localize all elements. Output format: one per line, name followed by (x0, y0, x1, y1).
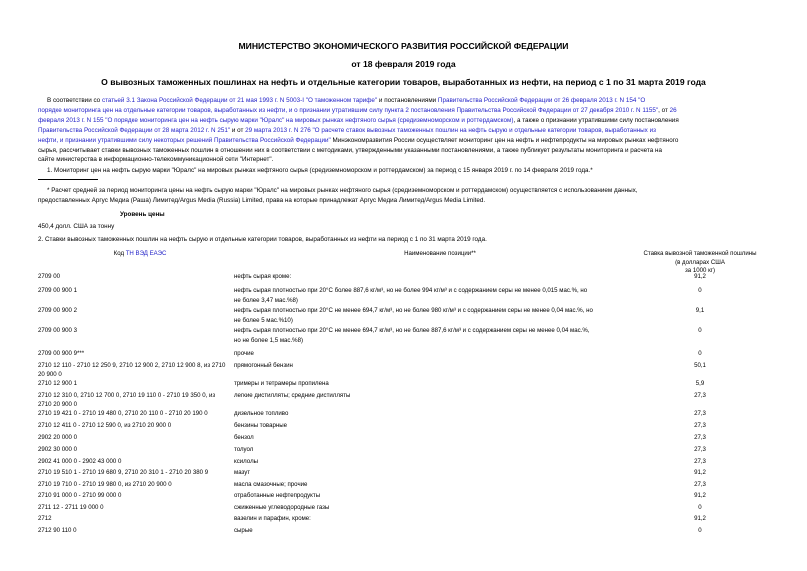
tn-ved-code: 2709 00 900 1 (38, 287, 77, 294)
table-row (0, 527, 807, 545)
tn-ved-code: 2710 12 310 0, 2710 12 700 0, 2710 19 110 0 - 2710 19 350 0, из 2710 20 900 0 (38, 392, 216, 408)
table-row (0, 327, 807, 345)
position-name-line: мазут (234, 469, 251, 476)
duty-rate: 0 (698, 350, 702, 357)
intro-line (47, 96, 645, 105)
intro-law-link[interactable]: Правительства Российской Федерации от 26 февраля 2013 г. N 154 "О (437, 97, 646, 104)
tn-ved-code: 2902 20 000 0 (38, 434, 77, 441)
rate-header-line2: (в долларах США (675, 258, 725, 266)
position-name-line: не более 5 мас.%10) (234, 317, 293, 325)
table-row (0, 392, 807, 410)
position-name (234, 410, 634, 419)
position-name-line: дизельное топливо (234, 410, 289, 417)
tn-ved-link[interactable]: ТН ВЭД ЕАЭС (125, 250, 167, 257)
intro-law-link[interactable]: нефти, и признании утратившими силу некоторых решений Правительства Российской Федерации" (38, 137, 331, 144)
intro-line (38, 126, 656, 135)
position-name-line: прочие (234, 350, 254, 357)
position-name (234, 527, 634, 536)
position-name (234, 287, 634, 306)
table-row (0, 362, 807, 380)
tn-ved-code: 2711 12 - 2711 19 000 0 (38, 504, 104, 511)
position-name (234, 469, 634, 478)
duty-rate: 27,3 (694, 434, 706, 441)
position-name-line: нефть сырая плотностью при 20°С более 887,6 кг/м³, но не более 994 кг/м³ и с содержанием серы не менее 0,015 мас.%, но (234, 287, 588, 294)
duty-rate: 91,2 (694, 273, 706, 280)
footnote-divider (38, 179, 98, 180)
intro-line (38, 116, 679, 125)
price-level-label: Уровень цены (120, 211, 165, 218)
price-level-value: 450,4 долл. США за тонну (38, 223, 115, 230)
duty-rate: 5,9 (695, 380, 705, 387)
tn-ved-code: 2710 19 510 1 - 2710 19 680 9, 2710 20 310 1 - 2710 20 380 9 (38, 469, 209, 476)
position-name (234, 515, 634, 524)
duty-rate: 27,3 (694, 392, 706, 399)
position-name-line: нефть сырая плотностью при 20°С не менее 694,7 кг/м³, но не более 887,6 кг/м³ и с содержанием серы не менее 0,04 мас.%, (234, 327, 590, 334)
position-name-line: нефть сырая кроме: (234, 273, 292, 280)
position-name-line: сырые (234, 527, 253, 534)
position-name-line: но не более 1,5 мас.%8) (234, 337, 303, 345)
code-header-prefix: Код (113, 250, 126, 257)
tn-ved-code: 2712 (38, 515, 52, 522)
footnote-line2: предоставленных Аргус Медиа (Раша) Лимитед/Argus Media (Russia) Limited, права на которые принадлежат Аргус Медиа Лимитед/Argus Media Limited. (38, 197, 486, 204)
tn-ved-code: 2710 12 900 1 (38, 380, 77, 387)
intro-line (38, 106, 677, 115)
tn-ved-code: 2902 41 000 0 - 2902 43 000 0 (38, 458, 122, 465)
intro-law-link[interactable]: февраля 2013 г. N 155 "О порядке мониторинга цен на нефть сырую марки "Юралс" на мировых рынках нефтяного сырья (средиземноморском и роттердамском) (38, 117, 514, 124)
intro-law-link[interactable]: порядке мониторинга цен на отдельные категории товаров, выработанных из нефти, и о признании утратившим силу пункта 2 постановления Правительства Российской Федерации от 27 декабря 2010 г. N 1155" (38, 107, 659, 114)
tn-ved-code: 2710 12 110 - 2710 12 250 9, 2710 12 900 2, 2710 12 900 8, из 2710 20 900 0 (38, 362, 226, 378)
position-name-line: сжиженные углеводородные газы (234, 504, 330, 511)
intro-text: В соответствии со (47, 97, 102, 104)
position-name (234, 392, 634, 401)
tn-ved-code: 2902 30 000 0 (38, 446, 77, 453)
item1-text: 1. Мониторинг цен на нефть сырую марки "Юралс" на мировых рынках нефтяного сырья (средиземноморском и роттердамском) за период с 15 января 2019 г. по 14 февраля 2019 года.* (47, 167, 593, 174)
tn-ved-code: 2709 00 900 9*** (38, 350, 85, 357)
intro-line (38, 155, 273, 164)
position-name (234, 362, 634, 371)
intro-text: сайте министерства в информационно-телекоммуникационной сети "Интернет". (38, 156, 274, 163)
position-name-line: тримеры и тетрамеры пропилена (234, 380, 329, 387)
intro-law-link[interactable]: 26 (669, 107, 677, 114)
position-name (234, 458, 634, 467)
position-name (234, 481, 634, 490)
tn-ved-code: 2710 12 411 0 - 2710 12 590 0, из 2710 20 900 0 (38, 422, 172, 429)
tn-ved-code: 2710 91 000 0 - 2710 99 000 0 (38, 492, 122, 499)
footnote-line1: * Расчет средней за период мониторинга цены на нефть сырую марки "Юралс" на мировых рынках нефтяного сырья (средиземноморском и роттердамском) осуществляется с использованием данных, (47, 187, 638, 194)
item2-text: 2. Ставки вывозных таможенных пошлин на нефть сырую и отдельные категории товаров, выработанных из нефти на период с 1 по 31 марта 2019 года. (38, 236, 487, 243)
position-name (234, 446, 634, 455)
rate-header-line3: за 1000 кг) (684, 267, 716, 275)
intro-text: и постановлениями (377, 97, 438, 104)
intro-text: , от (658, 107, 670, 114)
tn-ved-code: 2709 00 (38, 273, 61, 280)
duty-rate: 27,3 (694, 410, 706, 417)
duty-rate: 27,3 (694, 481, 706, 488)
position-name (234, 504, 634, 513)
rate-header-line1: Ставка вывозной таможенной пошлины (643, 250, 757, 257)
position-name (234, 434, 634, 443)
tn-ved-code: 2709 00 900 3 (38, 327, 77, 334)
position-name (234, 350, 634, 359)
position-name-line: отработанные нефтепродукты (234, 492, 321, 499)
position-name-line: вазелин и парафин, кроме: (234, 515, 311, 522)
duty-rate: 0 (698, 527, 702, 534)
intro-text: Минэкономразвития России осуществляет мониторинг цен на нефть и нефтепродукты на мировых рынках нефтяного (330, 137, 679, 144)
position-name-line: бензол (234, 434, 254, 441)
document-date: от 18 февраля 2019 года (351, 59, 456, 69)
col-header-rate (640, 250, 760, 276)
duty-rate: 9,1 (695, 307, 705, 314)
duty-rate: 27,3 (694, 422, 706, 429)
tn-ved-code: 2712 90 110 0 (38, 527, 77, 534)
duty-rate: 0 (698, 327, 702, 334)
table-row (0, 287, 807, 305)
col-header-name: Наименование позиции** (404, 250, 476, 257)
position-name-line: ксилолы (234, 458, 259, 465)
position-name-line: легкие дистилляты; средние дистилляты (234, 392, 351, 399)
duty-rate: 91,2 (694, 469, 706, 476)
duty-rate: 91,2 (694, 515, 706, 522)
position-name (234, 327, 634, 346)
col-header-code (60, 250, 220, 259)
position-name (234, 307, 634, 326)
duty-rate: 27,3 (694, 446, 706, 453)
intro-law-link[interactable]: статьей 3.1 Закона Российской Федерации от 21 мая 1993 г. N 5003-I "О таможенном тарифе" (101, 97, 378, 104)
intro-text: сырья, рассчитывает ставки вывозных таможенных пошлин в отношении них в соответствии с методиками, утвержденными указанными постановлениями, а также публикует результаты мониторинга и расчета на (38, 147, 662, 154)
duty-rate: 0 (698, 287, 702, 294)
position-name-line: не более 3,47 мас.%8) (234, 297, 298, 305)
tn-ved-code: 2709 00 900 2 (38, 307, 77, 314)
intro-line (38, 136, 678, 145)
tn-ved-code: 2710 19 710 0 - 2710 19 980 0, из 2710 20 900 0 (38, 481, 172, 488)
intro-text: , а также о признании утратившими силу постановления (513, 117, 679, 124)
position-name-line: нефть сырая плотностью при 20°С не менее 694,7 кг/м³, но не более 980 кг/м³ и с содержанием серы не менее 0,04 мас.%, но (234, 307, 593, 314)
position-name (234, 492, 634, 501)
position-name (234, 380, 634, 389)
duty-rate: 91,2 (694, 492, 706, 499)
tn-ved-code: 2710 19 421 0 - 2710 19 480 0, 2710 20 110 0 - 2710 20 190 0 (38, 410, 208, 417)
position-name-line: масла смазочные; прочие (234, 481, 308, 488)
document-title: О вывозных таможенных пошлинах на нефть и отдельные категории товаров, выработанных из нефти, на период с 1 по 31 марта 2019 года (101, 77, 706, 87)
ministry-heading: МИНИСТЕРСТВО ЭКОНОМИЧЕСКОГО РАЗВИТИЯ РОССИЙСКОЙ ФЕДЕРАЦИИ (238, 41, 569, 51)
position-name-line: толуол (234, 446, 254, 453)
intro-text: и от (230, 127, 246, 134)
duty-rate: 0 (698, 504, 702, 511)
intro-line (38, 146, 662, 155)
intro-law-link[interactable]: 29 марта 2013 г. N 276 "О расчете ставок вывозных таможенных пошлин на нефть сырую и отдельные категории товаров, выработанных из (245, 127, 656, 134)
intro-law-link[interactable]: Правительства Российской Федерации от 28 марта 2012 г. N 251" (38, 127, 231, 134)
duty-rate: 50,1 (694, 362, 706, 369)
position-name-line: бензины товарные (234, 422, 288, 429)
position-name (234, 273, 634, 282)
table-row (0, 307, 807, 325)
position-name-line: прямогонный бензин (234, 362, 293, 369)
position-name (234, 422, 634, 431)
duty-rate: 27,3 (694, 458, 706, 465)
